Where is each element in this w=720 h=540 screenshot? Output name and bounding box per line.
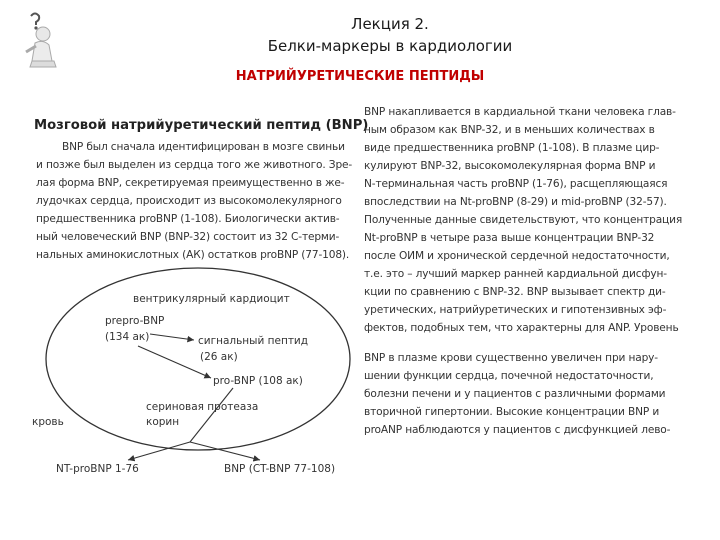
left-paragraph-line: лудочках сердца, происходит из высокомолекулярного: [36, 195, 342, 207]
scanned-page: [28, 104, 692, 484]
right-paragraph-line: уретических, натрийуретических и гипотензивных эф-: [364, 304, 667, 316]
prepro-bnp-length: (134 ак): [105, 331, 150, 343]
pro-bnp-label: pro-BNP (108 ак): [213, 375, 303, 387]
right-paragraph-line: шении функции сердца, почечной недостаточности,: [364, 370, 654, 382]
right-paragraph-line: впоследствии на Nt-proBNP (8-29) и mid-proBNP (32-57).: [364, 196, 667, 208]
right-paragraph-line: т.е. это – лучший маркер ранней кардиальной дисфун-: [364, 268, 667, 280]
protease-label: сериновая протеаза: [146, 401, 259, 413]
right-paragraph-line: Полученные данные свидетельствуют, что концентрация: [364, 214, 683, 226]
left-paragraph-line: предшественника proBNP (1-108). Биологически актив-: [36, 213, 340, 225]
right-paragraph-line: после ОИМ и хронической сердечной недостаточности,: [364, 250, 670, 262]
signal-peptide-length: (26 ак): [200, 351, 238, 363]
signal-peptide-label: сигнальный пептид: [198, 335, 309, 347]
left-paragraph-line: нальных аминокислотных (АК) остатков proBNP (77-108).: [36, 249, 350, 261]
right-paragraph-line: болезни печени и у пациентов с различными формами: [364, 388, 666, 400]
corin-label: корин: [146, 416, 180, 428]
lecture-number: Лекция 2.: [351, 15, 429, 33]
left-paragraph-line: и позже был выделен из сердца того же животного. Зре-: [36, 159, 353, 171]
prepro-bnp-label: prepro-BNP: [105, 315, 165, 327]
cell-label: вентрикулярный кардиоцит: [133, 293, 290, 305]
section-heading: Мозговой натрийуретический пептид (BNP): [34, 118, 369, 133]
lecture-title: Белки-маркеры в кардиологии: [267, 37, 513, 55]
right-paragraph-line: кулируют BNP-32, высокомолекулярная форма BNP и: [364, 160, 656, 172]
right-paragraph-line: фектов, подобных тем, что характерны для ANP. Уровень: [364, 322, 679, 334]
left-paragraph-line: ный человеческий BNP (BNP-32) состоит из 32 С-терми-: [36, 231, 340, 243]
right-paragraph-line: Nt-proBNP в четыре раза выше концентрации BNP-32: [364, 232, 655, 244]
right-paragraph-line: BNP накапливается в кардиальной ткани человека глав-: [364, 106, 676, 118]
right-paragraph-line: BNP в плазме крови существенно увеличен при нару-: [364, 352, 658, 364]
slide-subtitle: НАТРИЙУРЕТИЧЕСКИЕ ПЕПТИДЫ: [235, 69, 485, 84]
left-paragraph-line: лая форма BNP, секретируемая преимущественно в же-: [36, 177, 345, 189]
right-paragraph-line: N-терминальная часть proBNP (1-76), расщепляющаяся: [364, 178, 668, 190]
right-paragraph-line: вторичной гипертонии. Высокие концентрации BNP и: [364, 406, 660, 418]
left-paragraph-line: BNP был сначала идентифицирован в мозге свиньи: [62, 141, 345, 153]
right-paragraph-line: ным образом как BNP-32, и в меньших количествах в: [364, 124, 655, 136]
right-paragraph-line: proANP наблюдаются у пациентов с дисфункцией лево-: [364, 424, 671, 436]
arrow-from-pro-bnp: [190, 388, 233, 442]
nt-probnp-label: NT-proBNP 1-76: [56, 463, 139, 475]
right-paragraph-line: виде предшественника proBNP (1-108). В плазме цир-: [364, 142, 660, 154]
bnp-label: BNP (CT-BNP 77-108): [224, 463, 336, 475]
arrow-to-nt-probnp: [128, 442, 190, 460]
right-paragraph-line: кции по сравнению с BNP-32. BNP вызывает спектр ди-: [364, 286, 666, 298]
blood-label: кровь: [32, 416, 64, 428]
arrow-to-signal-peptide: [150, 334, 194, 340]
bnp-processing-diagram: [28, 264, 368, 484]
